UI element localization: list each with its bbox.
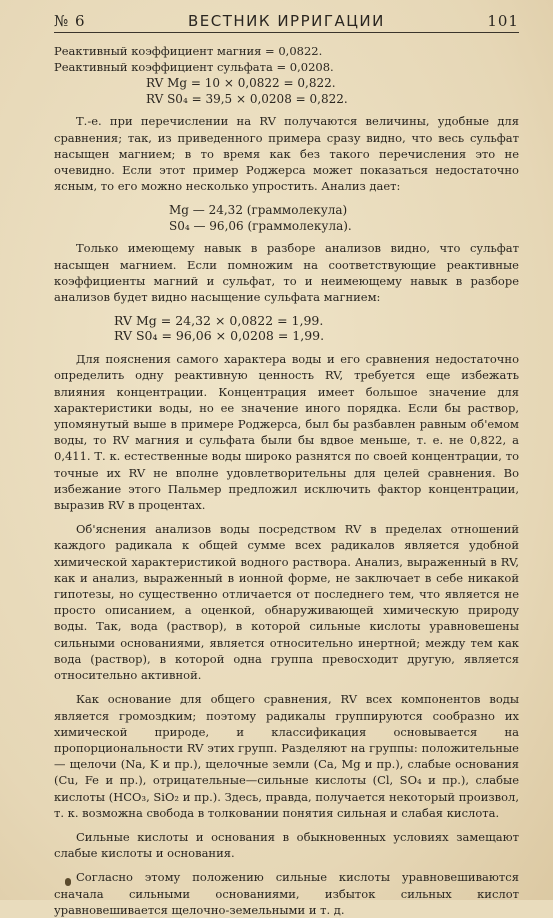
page-number: 101 xyxy=(487,12,519,30)
paragraph: Т.-е. при перечислении на RV получаются величины, удобные для сравнения; так, из приведенного примера сразу видно, что весь сульфат насыщен магнием; в то время как без такого перечисления это не очевидно. Если этот пример Роджерса может показаться недостаточно ясным, то его можно несколько упростить. Анализ дает: xyxy=(54,114,519,194)
running-header xyxy=(54,12,519,33)
paragraph: Только имеющему навык в разборе анализов видно, что сульфат насыщен магнием. Если помножим на соответствующие реактивные коэффициенты магний и сульфат, то и неимеющему навык в разборе анализов будет видно насыщение сульфата магнием: xyxy=(54,241,519,305)
formula-line: Mg — 24,32 (граммолекула) xyxy=(169,203,348,218)
journal-title: ВЕСТНИК ИРРИГАЦИИ xyxy=(188,12,385,30)
paragraph: Сильные кислоты и основания в обыкновенных условиях замещают слабые кислоты и основания. xyxy=(54,829,519,861)
paragraph: Согласно этому положению сильные кислоты уравновешиваются сначала сильными основаниями, избыток сильных кислот уравновешивается щелочно-земельными и т. д. xyxy=(54,870,519,917)
formula-line: Реактивный коэффициент сульфата = 0,0208. xyxy=(54,60,334,75)
article-body xyxy=(54,43,519,918)
ink-spot xyxy=(65,878,71,886)
paragraph: Для пояснения самого характера воды и его сравнения недостаточно определить одну реактивную ценность RV, требуется еще избежать влияния концентрации. Концентрация имеет большое значение для характеристики воды, но ее значение иного порядка. Если бы раствор, упомянутый выше в примере Роджерса, был бы разбавлен равным об'емом воды, то RV магния и сульфата были бы вдвое меньше, т. е. не 0,822, а 0,411. Т. к. естественные воды широко разнятся по своей концентрации, то точные их RV не вполне удовлетворительны для целей сравнения. Во избежание этого Пальмер предложил исключить фактор концентрации, выразив RV в процентах. xyxy=(54,352,519,513)
formula-line: S0₄ — 96,06 (граммолекула). xyxy=(169,219,352,234)
paragraph: Об'яснения анализов воды посредством RV в пределах отношений каждого радикала к общей сумме всех радикалов является удобной химической характеристикой водного раствора. Анализ, выраженный в RV, как и анализ, выраженный в ионной форме, не заключает в себе никакой гипотезы, но существенно отличается от последнего тем, что является не просто описанием, а оценкой, обнаруживающей химическую природу воды. Так, вода (раствор), в которой сильные кислоты уравновешены сильными основаниями, является относительно инертной; между тем как вода (раствор), в которой одна группа превосходит другую, является относительно активной. xyxy=(54,522,519,683)
formula-line: RV Mg = 10 × 0,0822 = 0,822. xyxy=(146,76,336,91)
issue-number: № 6 xyxy=(54,12,86,30)
formula-line: RV Mg = 24,32 × 0,0822 = 1,99. xyxy=(114,313,324,329)
formula-line: RV S0₄ = 96,06 × 0,0208 = 1,99. xyxy=(114,328,325,344)
formula-line: Реактивный коэффициент магния = 0,0822. xyxy=(54,44,323,58)
formula-line: RV S0₄ = 39,5 × 0,0208 = 0,822. xyxy=(146,92,348,107)
paragraph: Как основание для общего сравнения, RV всех компонентов воды является громоздким; поэтому радикалы группируются сообразно их химической природе, и классификация основывается на пропорциональности RV этих групп. Разделяют на группы: положительные — щелочи (Na, K и пр.), щелочные земли (Ca, Mg и пр.), слабые основания (Cu, Fe и пр.), отрицательные—сильные кислоты (Cl, SO₄ и пр.), слабые кислоты (HCO₃, SiO₂ и пр.). Здесь, правда, получается некоторый произвол, т. к. возможна свобода в толковании понятия сильная и слабая кислота. xyxy=(54,692,519,820)
